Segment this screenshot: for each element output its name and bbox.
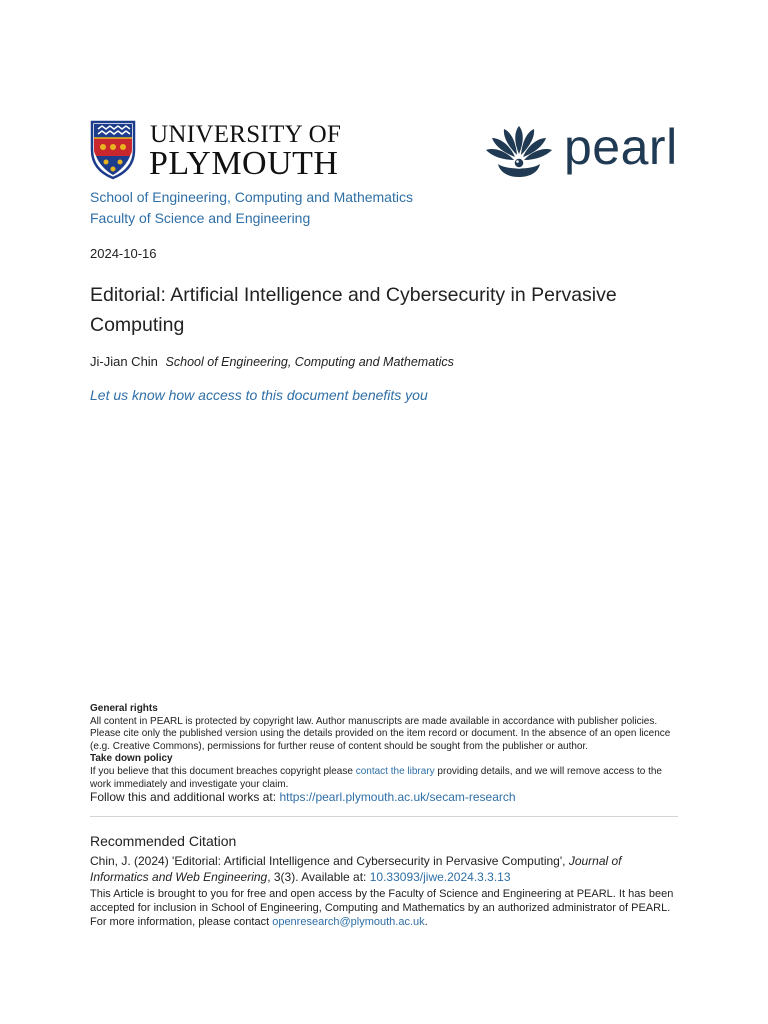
author-line	[90, 354, 454, 369]
takedown-heading: Take down policy	[90, 753, 173, 765]
access-note-end: .	[424, 916, 428, 928]
access-note-text: This Article is brought to you for free and open access by the Faculty of Science and Engineering at PEARL. It has been accepted for inclusion in School of Engineering, Computing and Mathematics by an authorized administrator of PEARL. For more information, please contact	[90, 888, 674, 928]
citation-before: Chin, J. (2024) 'Editorial: Artificial Intelligence and Cybersecurity in Pervasive Computing',	[90, 854, 569, 868]
follow-line	[90, 790, 516, 804]
faculty-link[interactable]: Faculty of Science and Engineering	[90, 210, 311, 226]
collection-link[interactable]: https://pearl.plymouth.ac.uk/secam-research	[279, 790, 516, 804]
shield-crest-icon	[90, 120, 136, 180]
publication-date: 2024-10-16	[90, 246, 157, 261]
pearl-logo	[484, 119, 684, 180]
doi-link[interactable]: 10.33093/jiwe.2024.3.3.13	[369, 870, 511, 884]
school-link[interactable]: School of Engineering, Computing and Mathematics	[90, 189, 413, 205]
university-name-line2: PLYMOUTH	[149, 145, 339, 182]
citation-after: , 3(3). Available at:	[267, 870, 370, 884]
document-title: Editorial: Artificial Intelligence and Cybersecurity in Pervasive Computing	[90, 284, 617, 336]
university-name-line1: UNIVERSITY OF	[150, 121, 342, 148]
contact-library-link[interactable]: contact the library	[355, 765, 435, 777]
takedown-text	[90, 766, 680, 791]
contact-email-link[interactable]: openresearch@plymouth.ac.uk	[272, 916, 425, 928]
follow-label: Follow this and additional works at:	[90, 790, 280, 804]
takedown-text-before: If you believe that this document breaches copyright please	[90, 765, 356, 777]
open-access-note	[90, 887, 680, 929]
shell-icon	[484, 124, 554, 178]
recommended-citation-heading: Recommended Citation	[90, 833, 237, 849]
author-name: Ji-Jian Chin	[90, 354, 158, 369]
citation-journal: Journal of Informatics and Web Engineering	[90, 854, 622, 884]
section-divider	[90, 816, 678, 817]
pearl-wordmark: pearl	[564, 119, 678, 175]
general-rights-heading: General rights	[90, 703, 158, 714]
author-affiliation: School of Engineering, Computing and Mathematics	[165, 355, 454, 369]
feedback-link[interactable]: Let us know how access to this document benefits you	[90, 387, 428, 403]
university-logo	[90, 120, 370, 182]
rights-section	[90, 703, 680, 791]
general-rights-text: All content in PEARL is protected by copyright law. Author manuscripts are made available in accordance with publisher policies. Please cite only the published version using the details provided on the item record or document. In the absence of an open licence (e.g. Creative Commons), permissions for further reuse of content should be sought from the publisher or author.	[90, 715, 671, 752]
citation-text	[90, 853, 680, 885]
takedown-text-after: providing details, and we will remove access to the work immediately and investigate your claim.	[90, 765, 662, 790]
